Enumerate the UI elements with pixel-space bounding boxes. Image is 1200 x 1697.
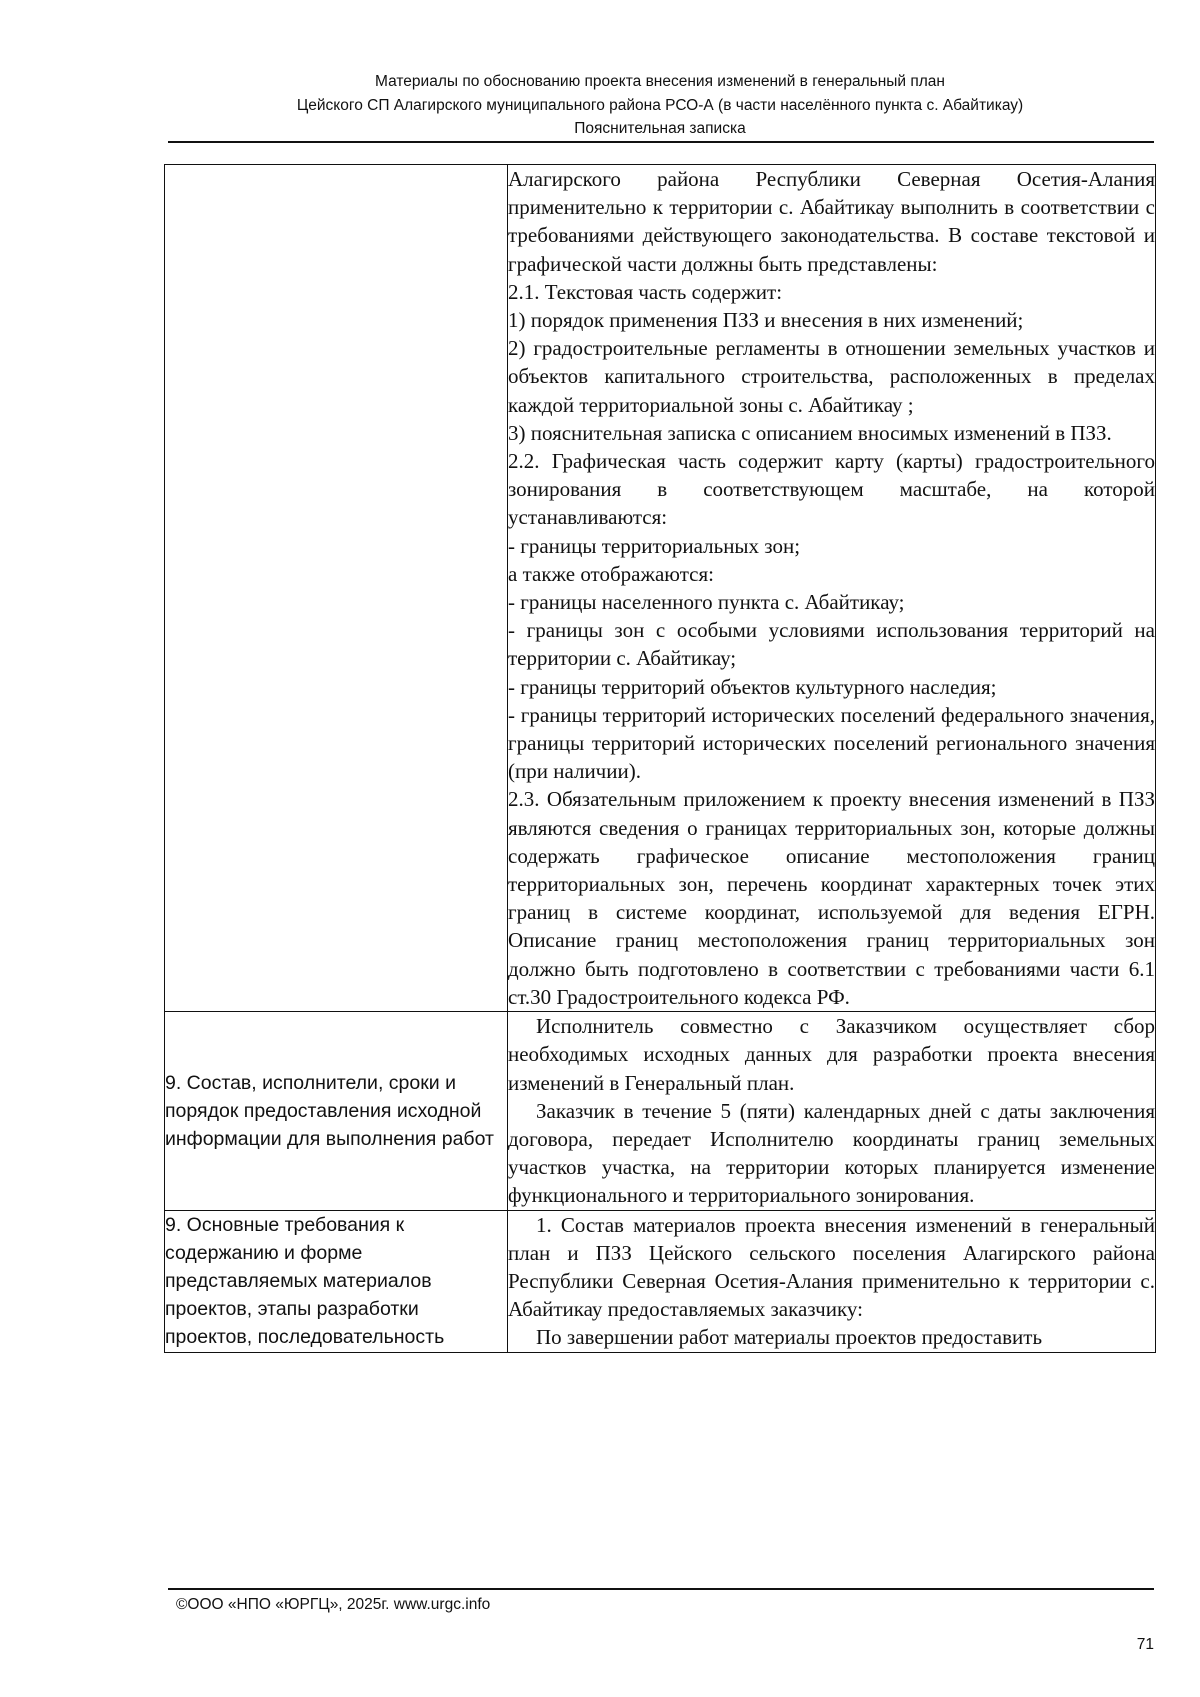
paragraph: 2) градостроительные регламенты в отношении земельных участков и объектов капитального строительства, расположенных в пределах каждой территориальной зоны с. Абайтикау ;	[508, 336, 1155, 417]
requirements-table	[164, 164, 1156, 1353]
header-line-2: Цейского СП Алагирского муниципального района РСО-А (в части населённого пункта с. Абайтикау)	[296, 96, 1024, 114]
header-line-3: Пояснительная записка	[574, 120, 746, 137]
paragraph: Алагирского района Республики Северная Осетия-Алания применительно к территории с. Абайтикау выполнить в соответствии с требованиями действующего законодательства. В составе текстовой и графической части должны быть представлены:	[508, 167, 1155, 276]
paragraph: По завершении работ материалы проектов предоставить	[536, 1325, 1043, 1350]
paragraph: Исполнитель совместно с Заказчиком осуществляет сбор необходимых исходных данных для разработки проекта внесения изменений в Генеральный план.	[508, 1014, 1155, 1095]
paragraph: - границы территорий исторических поселений федерального значения, границы территорий исторических поселений регионального значения (при наличии).	[508, 702, 1155, 784]
paragraph: 3) пояснительная записка с описанием вносимых изменений в ПЗЗ.	[508, 420, 1112, 445]
table-row	[165, 1210, 1156, 1352]
footer-copyright: ©ООО «НПО «ЮРГЦ», 2025г. www.urgc.info	[176, 1596, 491, 1613]
row-label: 9. Основные требования к содержанию и форме представляемых материалов проектов, этапы разработки проектов, последовательность	[165, 1210, 508, 1352]
paragraph: - границы территориальных зон;	[508, 533, 801, 558]
header-line-1: Материалы по обоснованию проекта внесения изменений в генеральный план	[375, 73, 945, 90]
table-row	[165, 165, 1156, 1012]
paragraph: Заказчик в течение 5 (пяти) календарных дней с даты заключения договора, передает Исполнителю координаты границ земельных участков участка, на территории которых планируется изменение функционального и территориального зонирования.	[508, 1098, 1155, 1208]
header-divider	[168, 141, 1154, 143]
paragraph: 1. Состав материалов проекта внесения изменений в генеральный план и ПЗЗ Цейского сельского поселения Алагирского района Республики Северная Осетия-Алания применительно к территории с. Абайтикау предоставляемых заказчику:	[508, 1212, 1155, 1322]
paragraph: 2.1. Текстовая часть содержит:	[508, 279, 783, 304]
row-content	[508, 165, 1156, 1012]
paragraph: - границы зон с особыми условиями использования территорий на территории с. Абайтикау;	[508, 618, 1155, 671]
row-content	[508, 1012, 1156, 1210]
page-number: 71	[1136, 1636, 1154, 1653]
paragraph: 2.3. Обязательным приложением к проекту внесения изменений в ПЗЗ являются сведения о границах территориальных зон, которые должны содержать графическое описание местоположения границ территориальных зон, перечень координат характерных точек этих границ в системе координат, используемой для ведения ЕГРН. Описание границ местоположения границ территориальных зон должно быть подготовлено в соответствии с требованиями части 6.1 ст.30 Градостроительного кодекса РФ.	[508, 787, 1155, 1009]
page-header	[168, 70, 1152, 141]
footer-divider	[168, 1588, 1154, 1590]
table-row	[165, 1012, 1156, 1210]
paragraph: - границы населенного пункта с. Абайтикау;	[508, 590, 905, 615]
row-content	[508, 1210, 1156, 1352]
row-label: 9. Состав, исполнители, сроки и порядок предоставления исходной информации для выполнения работ	[165, 1012, 508, 1210]
paragraph: а также отображаются:	[508, 561, 714, 586]
paragraph: 2.2. Графическая часть содержит карту (карты) градостроительного зонирования в соответствующем масштабе, на которой устанавливаются:	[508, 449, 1155, 530]
paragraph: - границы территорий объектов культурного наследия;	[508, 674, 997, 699]
paragraph: 1) порядок применения ПЗЗ и внесения в них изменений;	[508, 308, 1024, 333]
row-label	[165, 165, 508, 1012]
